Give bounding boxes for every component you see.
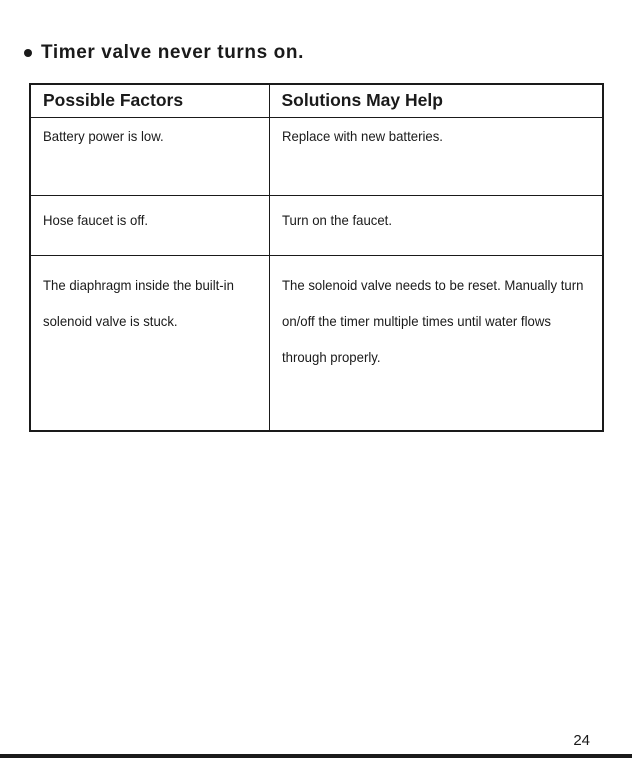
table-header-row <box>30 84 603 117</box>
solution-text: Replace with new batteries. <box>281 127 443 144</box>
header-possible-factors: Possible Factors <box>30 84 269 117</box>
factor-text: Battery power is low. <box>43 127 164 144</box>
table-row <box>30 117 603 195</box>
bottom-rule <box>0 754 632 758</box>
solution-cell <box>269 255 603 431</box>
troubleshooting-table <box>29 83 604 432</box>
solution-text: Turn on the faucet. <box>281 211 392 228</box>
factor-cell <box>30 117 269 195</box>
solution-text: The solenoid valve needs to be reset. Manually turn on/off the timer multiple times until water flows through properly. <box>281 276 583 365</box>
factor-text: Hose faucet is off. <box>43 211 149 228</box>
table-row <box>30 195 603 255</box>
solution-cell <box>269 117 603 195</box>
section-heading <box>24 42 304 64</box>
factor-text: The diaphragm inside the built-in solenoid valve is stuck. <box>43 276 234 329</box>
table-row <box>30 255 603 431</box>
page-number: 24 <box>573 732 590 749</box>
solution-cell <box>269 195 603 255</box>
bullet-icon <box>24 49 32 57</box>
factor-cell <box>30 255 269 431</box>
section-title: Timer valve never turns on. <box>41 42 304 63</box>
header-solutions: Solutions May Help <box>269 84 603 117</box>
factor-cell <box>30 195 269 255</box>
